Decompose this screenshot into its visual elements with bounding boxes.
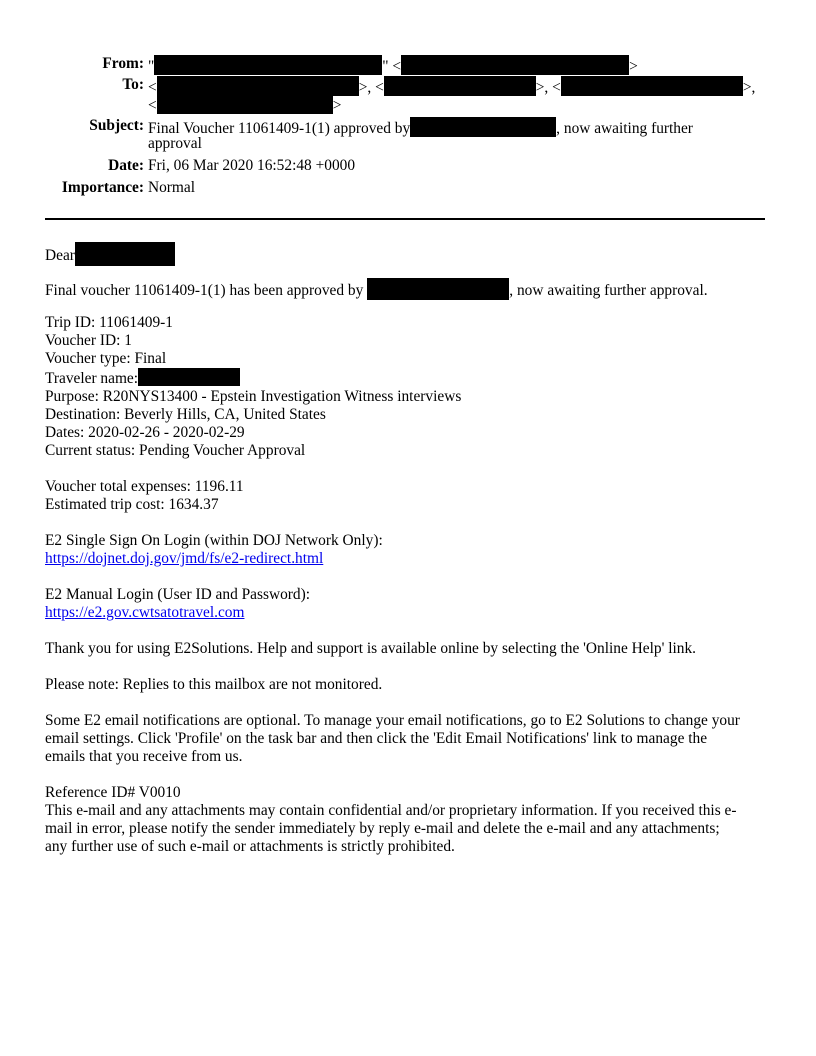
current-status: Current status: Pending Voucher Approval bbox=[45, 442, 306, 459]
date-value: Fri, 06 Mar 2020 16:52:48 +0000 bbox=[148, 157, 356, 174]
sso-link[interactable]: https://dojnet.doj.gov/jmd/fs/e2-redirect.html bbox=[45, 550, 324, 567]
mailbox-note: Please note: Replies to this mailbox are not monitored. bbox=[45, 676, 383, 693]
dates: Dates: 2020-02-26 - 2020-02-29 bbox=[45, 424, 245, 441]
confidentiality-line1: This e-mail and any attachments may contain confidential and/or proprietary information. If you received this e- bbox=[45, 802, 737, 819]
to-label: To: bbox=[122, 76, 144, 93]
voucher-type: Voucher type: Final bbox=[45, 350, 167, 367]
redaction-block bbox=[401, 55, 629, 75]
confidentiality-line2: mail in error, please notify the sender immediately by reply e-mail and delete the e-mail and any attachments; bbox=[45, 820, 720, 837]
purpose: Purpose: R20NYS13400 - Epstein Investigation Witness interviews bbox=[45, 388, 462, 405]
redaction-block bbox=[384, 76, 536, 96]
traveler-name: Traveler name: bbox=[45, 368, 770, 388]
redaction-block bbox=[157, 94, 333, 114]
greeting: Dear bbox=[45, 242, 770, 266]
from-label: From: bbox=[102, 55, 144, 72]
manual-login-label: E2 Manual Login (User ID and Password): bbox=[45, 586, 311, 603]
redaction-block bbox=[367, 278, 509, 300]
thanks-text: Thank you for using E2Solutions. Help and support is available online by selecting the 'Online Help' link. bbox=[45, 640, 696, 657]
destination: Destination: Beverly Hills, CA, United States bbox=[45, 406, 326, 423]
approval-line: Final voucher 11061409-1(1) has been approved by , now awaiting further approval. bbox=[45, 278, 770, 300]
date-label: Date: bbox=[108, 157, 144, 174]
redaction-block bbox=[410, 117, 556, 137]
subject-value-line1: Final Voucher 11061409-1(1) approved by , now awaiting further bbox=[148, 117, 693, 138]
sso-label: E2 Single Sign On Login (within DOJ Network Only): bbox=[45, 532, 383, 549]
redaction-block bbox=[561, 76, 743, 96]
redaction-block bbox=[154, 55, 382, 75]
optional-notice-line1: Some E2 email notifications are optional. To manage your email notifications, go to E2 Solutions to change your bbox=[45, 712, 740, 729]
to-value-line2: < > bbox=[148, 94, 341, 115]
trip-id: Trip ID: 11061409-1 bbox=[45, 314, 173, 331]
estimated-cost: Estimated trip cost: 1634.37 bbox=[45, 496, 219, 513]
subject-value-line2: approval bbox=[148, 135, 202, 152]
importance-label: Importance: bbox=[61, 179, 144, 196]
confidentiality-line3: any further use of such e-mail or attachments is strictly prohibited. bbox=[45, 838, 455, 855]
optional-notice-line2: email settings. Click 'Profile' on the task bar and then click the 'Edit Email Notifications' link to manage the bbox=[45, 730, 708, 747]
header-divider bbox=[45, 218, 765, 220]
optional-notice-line3: emails that you receive from us. bbox=[45, 748, 243, 765]
redaction-block bbox=[138, 368, 240, 386]
redaction-block bbox=[75, 242, 175, 266]
redaction-block bbox=[157, 76, 359, 96]
trip-details bbox=[45, 314, 770, 856]
importance-value: Normal bbox=[148, 179, 196, 196]
to-value-line1: < >, < >, < >, bbox=[148, 76, 755, 97]
subject-label: Subject: bbox=[89, 117, 144, 134]
manual-login-link[interactable]: https://e2.gov.cwtsatotravel.com bbox=[45, 604, 245, 621]
voucher-id: Voucher ID: 1 bbox=[45, 332, 132, 349]
from-value: " " < > bbox=[148, 55, 638, 76]
reference-id: Reference ID# V0010 bbox=[45, 784, 181, 801]
email-body bbox=[45, 242, 770, 266]
voucher-total: Voucher total expenses: 1196.11 bbox=[45, 478, 244, 495]
